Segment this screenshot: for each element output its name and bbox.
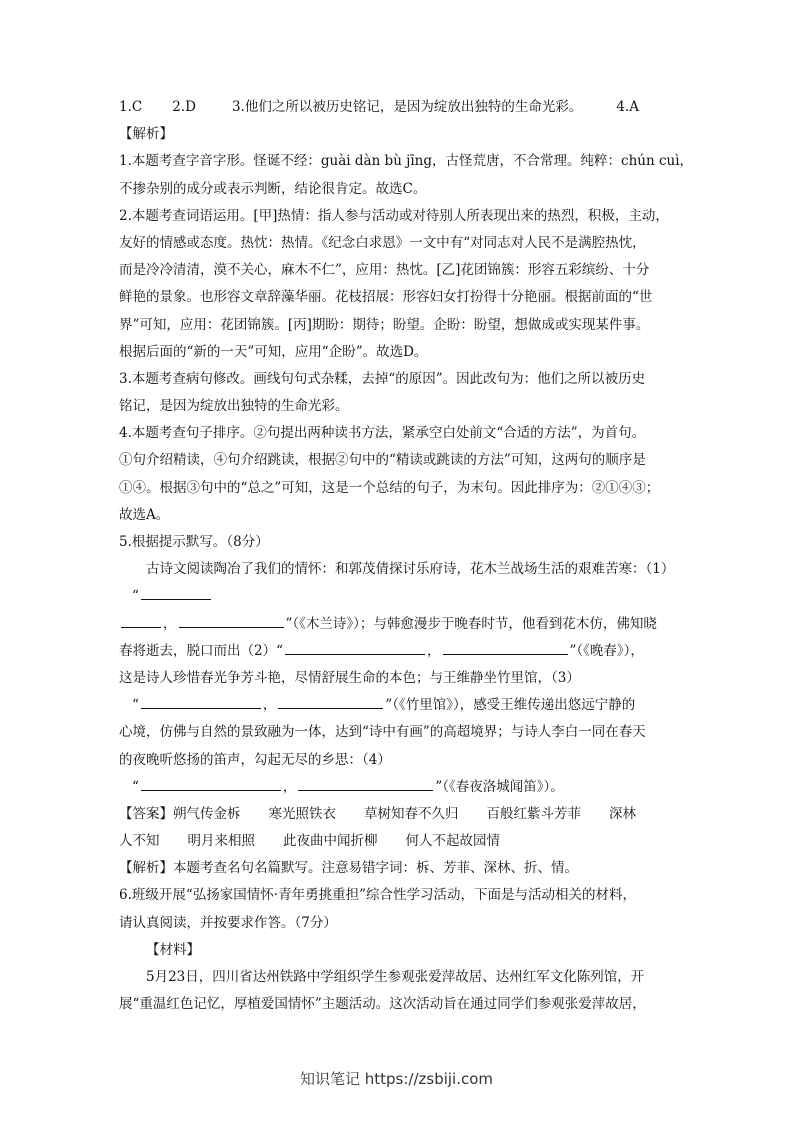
- material-line-1: 5月23日，四川省达州铁路中学组织学生参观张爱萍故居、达州红军文化陈列馆，开: [146, 969, 645, 985]
- answer-blank[interactable]: [443, 640, 568, 655]
- text-line: 鲜艳的景象。也形容文章辞藻华丽。花枝招展：形容妇女打扮得十分艳丽。根据前面的“世: [119, 289, 653, 306]
- text-line: ①句介绍精读，④句介绍跳读，根据②句中的“精读或跳读的方法”可知，这两句的顺序是: [119, 452, 646, 469]
- q5-line-1: “: [119, 583, 679, 610]
- answer-blank[interactable]: [285, 640, 425, 655]
- text-line: 铭记，是因为绽放出独特的生命光彩。: [119, 398, 349, 415]
- text-line: 故选A。: [119, 506, 170, 523]
- answer-2: 2.D: [172, 99, 196, 115]
- answer-5-line-2: 人不知 明月来相照 此夜曲中闻折柳 何人不起故园情: [119, 833, 500, 850]
- q5-intro: 古诗文阅读陶冶了我们的情怀：和郭茂倩探讨乐府诗，花木兰战场生活的艰难苦寒：（1）: [146, 561, 675, 578]
- analysis-heading: 【解析】: [119, 126, 173, 143]
- answer-blank[interactable]: [121, 613, 161, 628]
- question-6-line-1: 6.班级开展“弘扬家国情怀·青年勇挑重担”综合性学习活动，下面是与活动相关的材料，: [119, 887, 636, 904]
- text-line: 3.本题考查病句修改。画线句句式杂糅，去掉“的原因”。因此改句为：他们之所以被历史: [119, 370, 646, 387]
- q5-line-4: 这是诗人珍惜春光争芳斗艳，尽情舒展生命的本色；与王维静坐竹里馆，（3）: [119, 669, 580, 686]
- answer-3: 3.他们之所以被历史铭记，是因为绽放出独特的生命光彩。: [231, 99, 583, 115]
- material-heading: 【材料】: [146, 941, 200, 958]
- q5-line-8: “ ， ”（《春夜洛城闻笛》）。: [119, 774, 679, 801]
- answer-4: 4.A: [616, 99, 639, 115]
- text-line: 4.本题考查句子排序。②句提出两种读书方法，紧承空白处前文“合适的方法”，为首句。: [119, 425, 646, 442]
- answer-blank[interactable]: [278, 694, 383, 709]
- question-5-title: 5.根据提示默写。（8分）: [119, 534, 269, 550]
- answer-blank[interactable]: [179, 613, 284, 628]
- text-line: 界”可知，应用：花团锦簇。[丙]期盼：期待；盼望。企盼：盼望，想做成或实现某件事。: [119, 316, 650, 333]
- q5-line-6: 心境，仿佛与自然的景致融为一体，达到“诗中有画”的高超境界；与诗人李白一同在春天: [119, 724, 646, 741]
- answer-blank[interactable]: [298, 776, 433, 791]
- material-line-2: 展“重温红色记忆，厚植爱国情怀”主题活动。这次活动旨在通过同学们参观张爱萍故居，: [119, 996, 646, 1013]
- q5-line-7: 的夜晚听悠扬的笛声，勾起无尽的乡思：（4）: [119, 751, 391, 768]
- text-line: 而是冷冷清清，漠不关心，麻木不仁”，应用：热忱。[乙]花团锦簇：形容五彩缤纷、十分: [119, 262, 650, 279]
- answer-1: 1.C: [119, 99, 143, 115]
- question-6-line-2: 请认真阅读，并按要求作答。（7分）: [119, 914, 337, 931]
- q5-line-5: “ ， ”（《竹里馆》），感受王维传递出悠远宁静的: [119, 692, 679, 719]
- text-line: 根据后面的“新的一天”可知，应用“企盼”。故选D。: [119, 343, 428, 360]
- answer-blank[interactable]: [141, 585, 211, 600]
- text-line: ①④。根据③句中的“总之”可知，这是一个总结的句子，为末句。因此排序为：②①④③；: [119, 479, 660, 496]
- text-line: 不掺杂别的成分或表示判断，结论很肯定。故选C。: [119, 180, 427, 197]
- footer-watermark: 知识笔记 https://zsbiji.com: [299, 1070, 494, 1088]
- text-line: 1.本题考查字音字形。怪诞不经：guài dàn bù jīng，古怪荒唐，不合常理。纯粹：chún cuì，: [119, 153, 694, 170]
- answers-line: [119, 94, 679, 121]
- answer-blank[interactable]: [141, 694, 261, 709]
- q5-line-2: ， ”（《木兰诗》）；与韩愈漫步于晚春时节，他看到花木仿，佛知晓: [119, 611, 679, 638]
- q5-line-3: 春将逝去，脱口而出（2）“ ， ”（《晚春》），: [119, 638, 679, 665]
- text-line: 2.本题考查词语运用。[甲]热情：指人参与活动或对待别人所表现出来的热烈，积极，主动，: [119, 207, 669, 224]
- answer-blank[interactable]: [141, 776, 281, 791]
- text-line: 友好的情感或态度。热忱：热情。《纪念白求恩》一文中有“对同志对人民不是满腔热忱，: [119, 234, 646, 251]
- answer-5-line-1: 【答案】朔气传金柝 寒光照铁衣 草树知春不久归 百般红紫斗芳菲 深林: [119, 805, 636, 822]
- analysis-5: 【解析】本题考查名句名篇默写。注意易错字词：柝、芳菲、深林、折、情。: [119, 860, 578, 877]
- document-body: [119, 94, 694, 1018]
